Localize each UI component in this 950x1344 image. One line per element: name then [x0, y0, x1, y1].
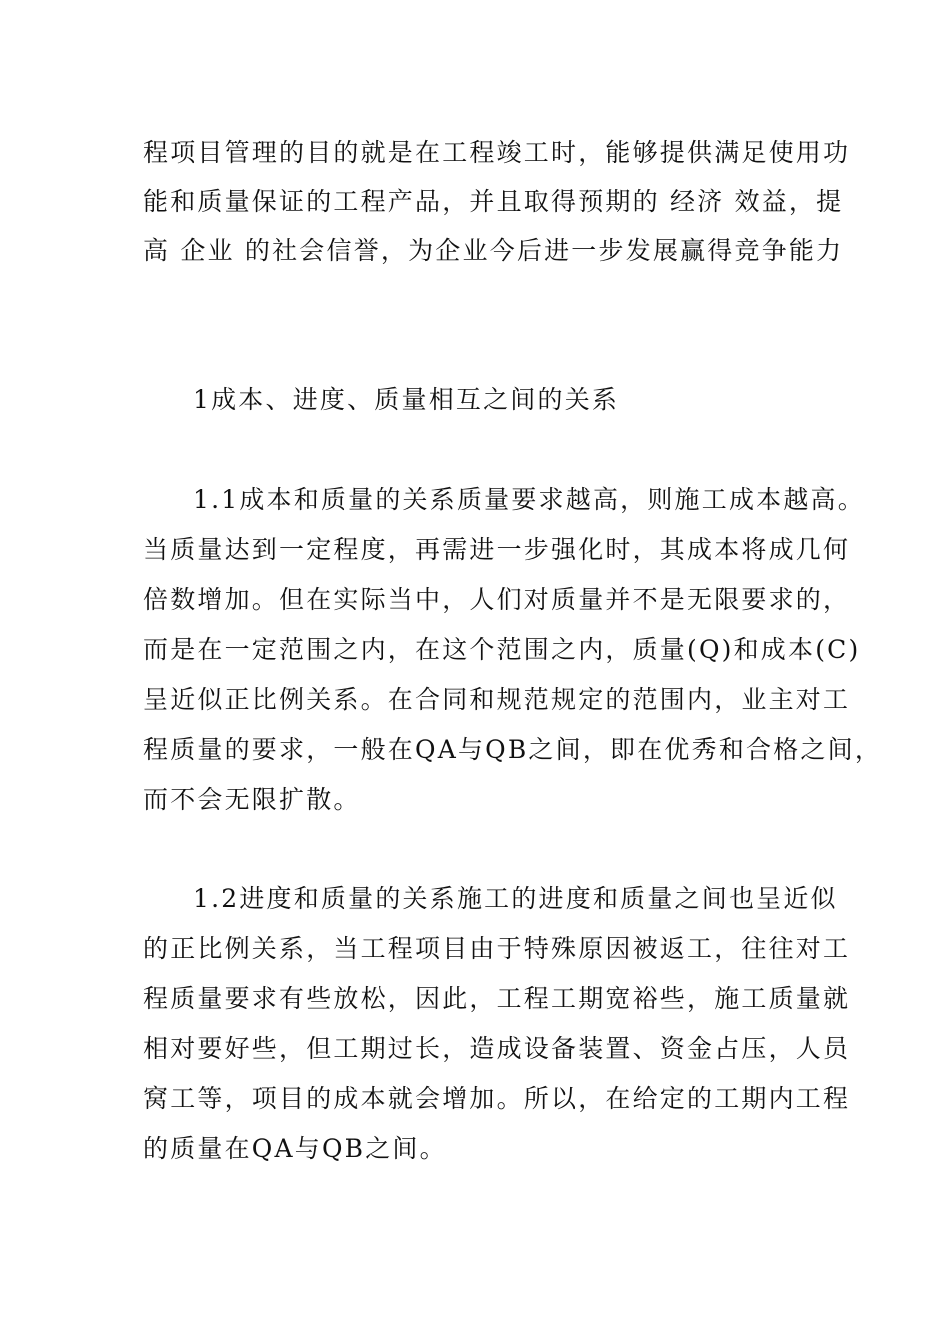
- para1-line-2: 当质量达到一定程度，再需进一步强化时，其成本将成几何: [143, 535, 851, 564]
- para2-line-3: 程质量要求有些放松，因此，工程工期宽裕些，施工质量就: [143, 984, 851, 1013]
- intro-line-2: 能和质量保证的工程产品，并且取得预期的 经济 效益，提: [143, 187, 844, 216]
- intro-line-1: 程项目管理的目的就是在工程竣工时，能够提供满足使用功: [143, 138, 851, 167]
- section-heading: 1成本、进度、质量相互之间的关系: [193, 385, 620, 414]
- para1-line-1: 1.1成本和质量的关系质量要求越高，则施工成本越高。: [193, 485, 865, 514]
- para2-line-6: 的质量在QA与QB之间。: [143, 1134, 447, 1163]
- para1-line-5: 呈近似正比例关系。在合同和规范规定的范围内，业主对工: [143, 685, 851, 714]
- para1-line-7: 而不会无限扩散。: [143, 785, 361, 814]
- intro-line-3: 高 企业 的社会信誉，为企业今后进一步发展赢得竞争能力: [143, 236, 844, 265]
- para1-line-6: 程质量的要求，一般在QA与QB之间，即在优秀和合格之间，: [143, 735, 883, 764]
- para2-line-4: 相对要好些，但工期过长，造成设备装置、资金占压，人员: [143, 1034, 851, 1063]
- para2-line-5: 窝工等，项目的成本就会增加。所以，在给定的工期内工程: [143, 1084, 851, 1113]
- para1-line-4: 而是在一定范围之内，在这个范围之内，质量(Q)和成本(C): [143, 635, 861, 664]
- para2-line-2: 的正比例关系，当工程项目由于特殊原因被返工，往往对工: [143, 934, 851, 963]
- para2-line-1: 1.2进度和质量的关系施工的进度和质量之间也呈近似: [193, 884, 838, 913]
- para1-line-3: 倍数增加。但在实际当中，人们对质量并不是无限要求的，: [143, 585, 851, 614]
